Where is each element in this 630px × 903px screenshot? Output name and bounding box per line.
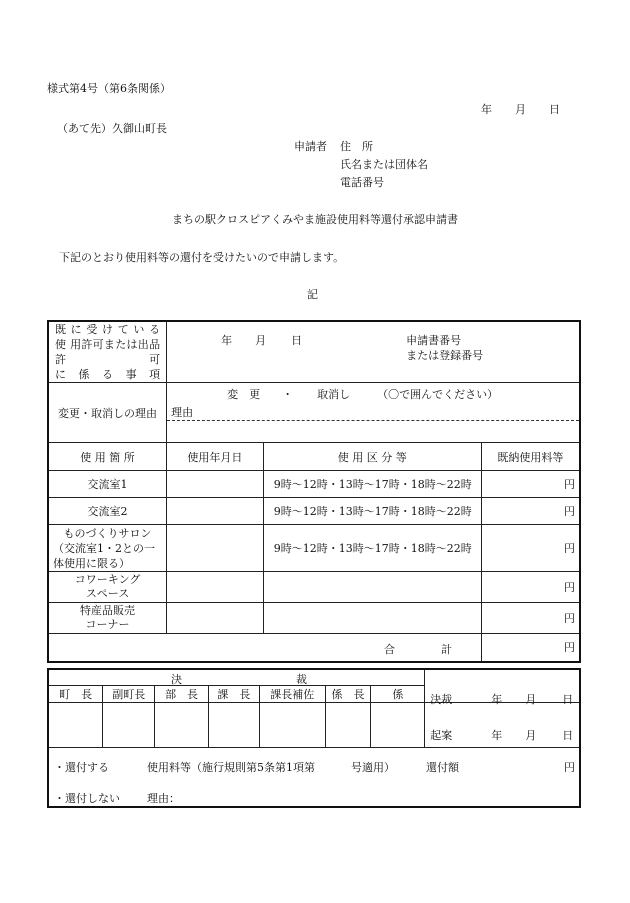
header-date: 使用年月日 [167,443,264,471]
total-label-1: 合 [384,643,395,656]
role-mayor: 町 長 [48,685,103,702]
place-cell: 交流室1 [48,471,167,498]
kian-year: 年 [491,728,503,742]
app-number-label: 申請書番号 [406,334,462,347]
slot-cell[interactable] [263,603,481,634]
date-cell[interactable] [167,525,264,572]
place-line: コーナー [85,618,130,631]
kessai-year: 年 [491,693,503,706]
name-label: 氏名または団体名 [340,158,428,171]
permit-label-line-1: 既 に 受 け て い る [55,323,161,336]
applicant-label: 申請者 [294,140,327,153]
kian-day: 日 [562,728,574,742]
stamp-row [48,702,580,747]
table-header-row [48,443,580,471]
decision-header-row [48,669,580,685]
permit-details-cell[interactable] [167,321,580,383]
addressee: （あて先）久御山町長 [57,122,167,135]
refund-decision-row [48,747,580,807]
place-line: コワーキング [74,573,141,586]
place-cell [48,525,167,572]
permit-row [48,321,580,383]
date-month-label: 月 [515,103,526,116]
kian-label: 起案 [430,728,453,742]
kessai-day: 日 [562,693,574,706]
reason-field-label: 理由 [171,406,194,419]
stamp-box[interactable] [259,702,325,747]
fee-cell[interactable]: 円 [481,471,580,498]
refund-amount-label: 還付額 [426,760,459,774]
header-slot: 使 用 区 分 等 [263,443,481,471]
fee-regulation-text: 使用料等（施行規則第5条第1項第 [147,760,315,774]
refund-reason-label: 理由： [147,791,180,805]
reason-dashed-line [167,420,579,421]
change-option[interactable]: 変 更 [227,388,261,401]
role-section-chief: 課 長 [208,685,259,702]
place-line: 特産品販売 [80,604,136,617]
table-row [48,572,580,603]
header-fee: 既納使用料等 [481,443,580,471]
document-title: まちの駅クロスピアくみやま施設使用料等還付承認申請書 [172,213,458,226]
place-cell: 交流室2 [48,498,167,525]
role-staff: 係 [371,685,425,702]
applied-text: 号適用） [351,760,395,774]
date-cell[interactable] [167,471,264,498]
phone-label: 電話番号 [340,176,384,189]
cancel-option[interactable]: 取消し [317,388,351,401]
form-number: 様式第4号（第6条関係） [47,82,171,95]
slot-cell[interactable]: 9時～12時・13時～17時・18時～22時 [263,471,481,498]
place-line: 体使用に限る） [53,556,130,570]
role-deputy-mayor: 副町長 [103,685,155,702]
role-subsection-chief: 係 長 [325,685,371,702]
date-cell[interactable] [167,498,264,525]
place-cell [48,603,167,634]
fee-cell[interactable]: 円 [481,498,580,525]
stamp-box[interactable] [155,702,209,747]
total-fee-cell[interactable]: 円 [481,634,580,662]
date-day-label: 日 [549,103,560,116]
registration-number-label: または登録番号 [406,349,484,362]
stamp-box[interactable] [325,702,371,747]
header-place: 使 用 箇 所 [48,443,167,471]
permit-month-label: 月 [255,334,267,347]
address-label: 住 所 [340,140,373,153]
kessai-label: 決裁 [430,693,453,706]
date-cell[interactable] [167,572,264,603]
kian-cell[interactable] [425,702,580,747]
permit-label-line-2: 使 用許可または出品許可 [55,338,161,366]
place-line: ものづくりサロン [63,526,152,540]
reason-label: 変更・取消しの理由 [48,383,167,443]
reason-cell[interactable] [167,383,580,443]
refund-yen: 円 [564,760,575,774]
stamp-box[interactable] [371,702,425,747]
place-line: スペース [85,587,130,600]
role-director: 部 長 [155,685,209,702]
stamp-box[interactable] [103,702,155,747]
refund-no-option[interactable]: ・還付しない [54,791,120,805]
fee-cell[interactable]: 円 [481,572,580,603]
table-row [48,498,580,525]
total-row [48,634,580,662]
fee-cell[interactable]: 円 [481,525,580,572]
slot-cell[interactable] [263,572,481,603]
table-row [48,471,580,498]
decision-char-1: 決 [171,673,182,686]
total-label-2: 計 [441,643,452,656]
role-assistant-chief: 課長補佐 [259,685,325,702]
place-line: （交流室1・2との一 [53,541,155,555]
permit-label-line-3: に 係 る 事 項 [55,368,161,381]
decision-header [48,669,425,685]
circle-note: （〇で囲んでください） [377,388,499,401]
reason-row [48,383,580,443]
table-row [48,525,580,572]
total-label-cell [48,634,481,662]
permit-day-label: 日 [291,334,303,347]
place-cell [48,572,167,603]
permit-year-label: 年 [221,334,233,347]
fee-cell[interactable]: 円 [481,603,580,634]
refund-details-table [47,320,581,663]
slot-cell[interactable]: 9時～12時・13時～17時・18時～22時 [263,498,481,525]
decision-char-2: 裁 [296,673,307,686]
table-row [48,603,580,634]
approval-table [47,668,581,808]
slot-cell[interactable]: 9時～12時・13時～17時・18時～22時 [263,525,481,572]
ki-heading: 記 [307,288,318,301]
intro-text: 下記のとおり使用料等の還付を受けたいので申請します。 [59,251,345,264]
option-separator: ・ [282,388,294,401]
kessai-month: 月 [525,693,537,706]
kessai-cell[interactable] [425,669,580,706]
refund-decision-cell[interactable] [48,747,580,807]
stamp-box[interactable] [48,702,103,747]
date-year-label: 年 [481,103,492,116]
date-cell[interactable] [167,603,264,634]
refund-yes-option[interactable]: ・還付する [54,760,109,774]
kian-month: 月 [525,728,537,742]
stamp-box[interactable] [208,702,259,747]
